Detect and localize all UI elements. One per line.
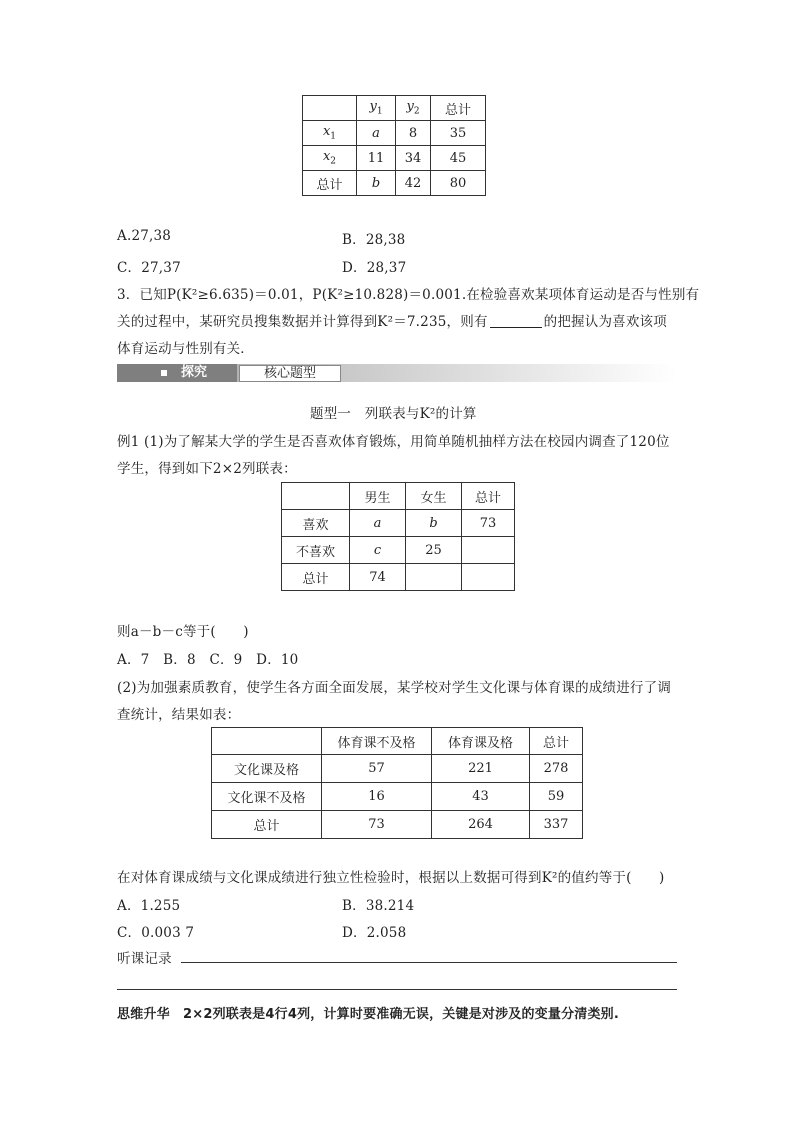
table3-cell: 337 <box>530 811 583 839</box>
table3-cell: 264 <box>432 811 530 839</box>
section-title: 题型一 列联表与K²的计算 <box>310 406 477 422</box>
ex1-question: 则a－b－c等于( ) <box>117 624 249 640</box>
ex2-line2: 查统计，结果如表： <box>117 707 241 723</box>
table3-cell: 57 <box>322 755 432 783</box>
table3-cell: 43 <box>432 783 530 811</box>
notes-line[interactable] <box>181 962 677 963</box>
table2-cell: 73 <box>462 510 515 537</box>
table3-cell: 59 <box>530 783 583 811</box>
table3-cell: 221 <box>432 755 530 783</box>
table3-cell: 16 <box>322 783 432 811</box>
ex1-options: A．7 B．8 C．9 D．10 <box>117 652 299 668</box>
contingency-table-2 <box>281 482 515 591</box>
notes-line-2[interactable] <box>117 989 677 990</box>
table2-row-label: 总计 <box>282 564 350 591</box>
ex1-line2: 学生，得到如下2×2列联表： <box>117 461 297 477</box>
ex2-option-c: C．0.003 7 <box>117 925 195 941</box>
table1-cell: a <box>357 121 396 146</box>
table3-corner <box>212 728 322 755</box>
table2-cell: a <box>350 510 406 537</box>
table2-cell <box>406 564 462 591</box>
table3-cell: 278 <box>530 755 583 783</box>
table1-cell: 80 <box>431 171 486 196</box>
option-a: A.27,38 <box>117 228 172 244</box>
table1-cell: 35 <box>431 121 486 146</box>
option-b: B．28,38 <box>342 232 406 248</box>
table3-row-label: 总计 <box>212 811 322 839</box>
table3-header: 总计 <box>530 728 583 755</box>
ex1-line1: 例1 (1)为了解某大学的学生是否喜欢体育锻炼，用简单随机抽样方法在校园内调查了120位 <box>117 434 670 450</box>
ex2-option-b: B．38.214 <box>342 898 415 914</box>
table2-row-label: 不喜欢 <box>282 537 350 564</box>
table1-corner <box>303 96 357 121</box>
table2-corner <box>282 483 350 510</box>
notes-label: 听课记录 <box>117 951 172 967</box>
option-d: D．28,37 <box>342 260 407 276</box>
table1-cell: 42 <box>396 171 431 196</box>
table3-header: 体育课不及格 <box>322 728 432 755</box>
table1-row-label: $x_1$ <box>303 121 357 146</box>
table1-cell: 11 <box>357 146 396 171</box>
table2-cell <box>462 564 515 591</box>
ex2-question: 在对体育课成绩与文化课成绩进行独立性检验时，根据以上数据可得到K²的值约等于( ) <box>117 870 665 886</box>
table1-cell: 8 <box>396 121 431 146</box>
q3-line2 <box>117 310 667 330</box>
q3-line2-text-a: 关的过程中，某研究员搜集数据并计算得到K²＝7.235，则有 <box>117 314 488 330</box>
option-c: C．27,37 <box>117 260 181 276</box>
summary-text: 思维升华 2×2列联表是4行4列，计算时要准确无误，关键是对涉及的变量分清类别. <box>117 1007 620 1022</box>
ex2-line1: (2)为加强素质教育，使学生各方面全面发展，某学校对学生文化课与体育课的成绩进行了调 <box>117 680 672 696</box>
table2-cell: b <box>406 510 462 537</box>
table1-header-total: 总计 <box>431 96 486 121</box>
table2-cell: c <box>350 537 406 564</box>
table2-cell: 74 <box>350 564 406 591</box>
banner-tab-explore <box>117 364 237 382</box>
square-bullet-icon <box>161 370 167 376</box>
table3-header: 体育课及格 <box>432 728 530 755</box>
table1-cell: 34 <box>396 146 431 171</box>
table1-header-y2: $y_2$ <box>396 96 431 121</box>
q3-line3: 体育运动与性别有关． <box>117 341 254 357</box>
answer-blank[interactable] <box>490 315 542 328</box>
table2-header: 总计 <box>462 483 515 510</box>
table2-header: 女生 <box>406 483 462 510</box>
table1-row-label: $x_2$ <box>303 146 357 171</box>
table1-row-label: 总计 <box>303 171 357 196</box>
table1-header-y1: $y_1$ <box>357 96 396 121</box>
table3-row-label: 文化课及格 <box>212 755 322 783</box>
ex2-option-a: A．1.255 <box>117 898 181 914</box>
ex2-option-d: D．2.058 <box>342 925 407 941</box>
table2-cell: 25 <box>406 537 462 564</box>
section-banner <box>117 364 677 382</box>
banner-tab-explore-label: 探究 <box>181 365 208 380</box>
q3-line1: 3．已知P(K²≥6.635)＝0.01，P(K²≥10.828)＝0.001.在检验喜欢某项体育运动是否与性别有 <box>117 287 700 303</box>
contingency-table-1 <box>302 95 486 196</box>
table3-cell: 73 <box>322 811 432 839</box>
table1-cell: 45 <box>431 146 486 171</box>
table2-header: 男生 <box>350 483 406 510</box>
table2-row-label: 喜欢 <box>282 510 350 537</box>
table1-cell: b <box>357 171 396 196</box>
q3-line2-text-b: 的把握认为喜欢该项 <box>543 314 667 330</box>
banner-tab-core: 核心题型 <box>239 365 341 382</box>
table2-cell <box>462 537 515 564</box>
table3-row-label: 文化课不及格 <box>212 783 322 811</box>
score-table <box>211 727 583 839</box>
